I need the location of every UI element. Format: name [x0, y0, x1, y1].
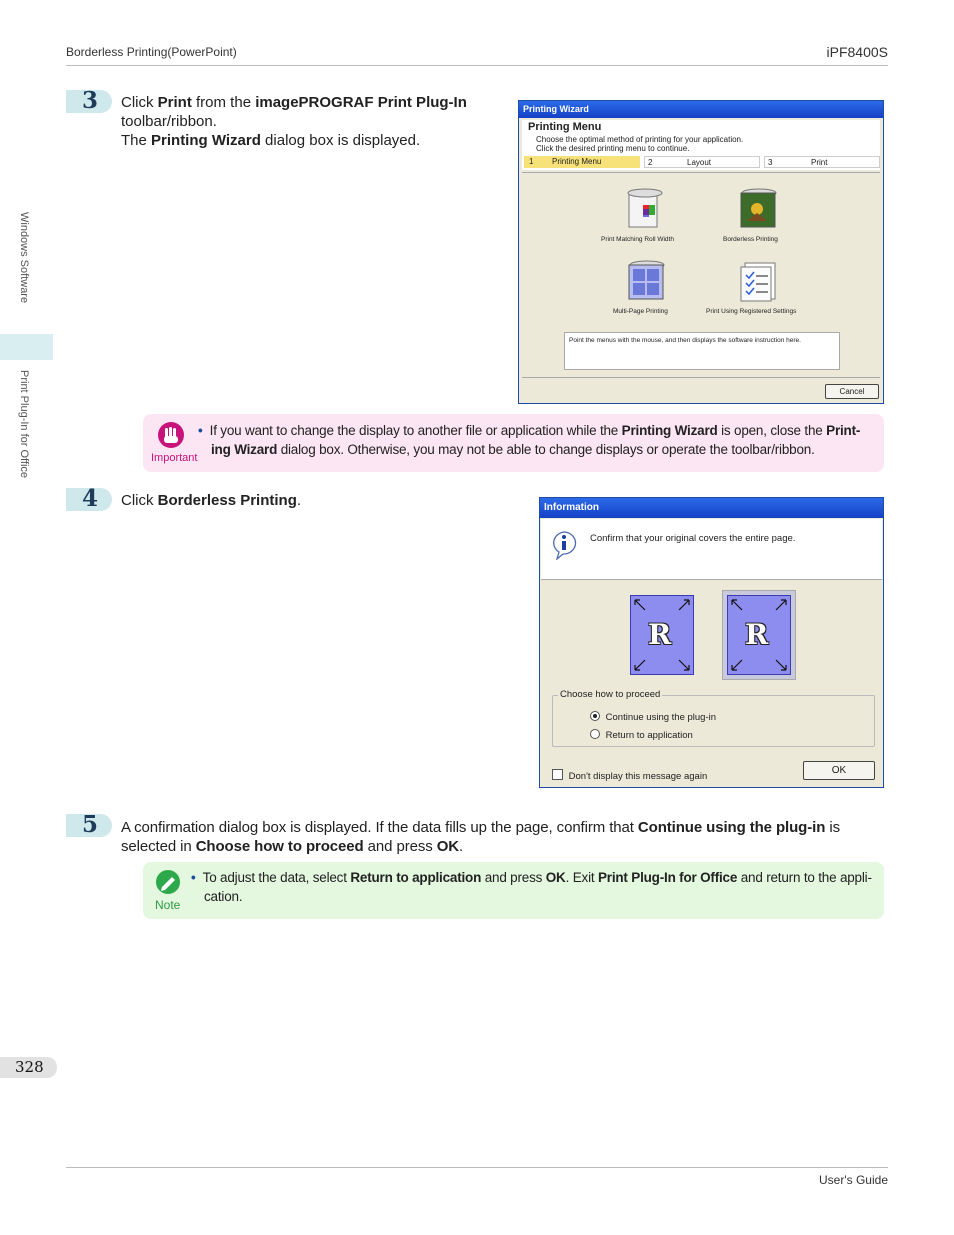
step-3-text: Click Print from the imagePROGRAF Print Plug-In toolbar/ribbon. The Printing Wizard dialog box is displayed.	[121, 94, 467, 149]
dont-display-checkbox[interactable]: Don't display this message again	[552, 768, 707, 782]
page-letter: R	[648, 618, 672, 651]
page-letter: R	[745, 618, 769, 651]
step-number-badge: 5	[66, 814, 112, 837]
note-text: • To adjust the data, select Return to application and press OK. Exit Print Plug-In for Office and return to the appli- cation.	[191, 870, 872, 904]
page-preview-borderless	[722, 590, 796, 680]
important-label: Important	[151, 452, 198, 464]
menu-item-label: Multi-Page Printing	[613, 308, 668, 315]
wizard-step-indicator	[524, 156, 880, 168]
info-icon	[550, 530, 578, 560]
roll-paper-icon	[625, 187, 667, 231]
important-text: • If you want to change the display to another file or application while the Printing Wizard is open, close the Print- ing Wizard dialog box. Otherwise, you may not be able to change displays or operate the toolbar/ribbon.	[198, 423, 861, 457]
multi-page-menu-item[interactable]	[625, 259, 667, 308]
checkbox-box[interactable]	[552, 769, 563, 780]
return-radio[interactable]: Return to application	[590, 728, 693, 741]
footer-divider	[66, 1167, 888, 1168]
note-label: Note	[155, 898, 181, 912]
dialog-titlebar: Printing Wizard	[519, 101, 883, 118]
note-pencil-icon	[153, 869, 183, 897]
footer-guide-name: User's Guide	[819, 1173, 888, 1187]
menu-item-label: Print Matching Roll Width	[601, 236, 674, 243]
group-label: Choose how to proceed	[560, 689, 661, 700]
help-text-box: Point the menus with the mouse, and then displays the software instruction here.	[564, 332, 840, 370]
info-message: Confirm that your original covers the entire page.	[590, 533, 796, 544]
printing-wizard-dialog	[518, 100, 884, 404]
registered-settings-menu-item[interactable]	[739, 259, 779, 308]
step-number-badge: 3	[66, 90, 112, 113]
message-panel	[541, 519, 882, 580]
side-tab-section: Print Plug-In for Office	[18, 370, 30, 479]
radio-unselected[interactable]	[590, 729, 600, 739]
wizard-instruction-2: Click the desired printing menu to continue.	[536, 144, 690, 153]
menu-item-label: Borderless Printing	[723, 236, 778, 243]
running-header-model: iPF8400S	[826, 44, 888, 60]
dialog-titlebar: Information	[540, 498, 883, 518]
menu-item-label: Print Using Registered Settings	[706, 308, 797, 315]
wizard-step-2: 2 Layout	[644, 156, 760, 168]
side-tab-marker	[0, 334, 53, 360]
wizard-step-3: 3 Print	[764, 156, 880, 168]
borderless-photo-icon	[737, 187, 779, 231]
page-preview-original	[630, 595, 694, 675]
radio-selected[interactable]	[590, 711, 600, 721]
important-callout	[143, 414, 884, 472]
side-tab-chapter: Windows Software	[18, 212, 30, 304]
multi-page-icon	[625, 259, 667, 303]
important-hand-icon	[155, 421, 187, 451]
running-header-section: Borderless Printing(PowerPoint)	[66, 45, 237, 59]
roll-width-menu-item[interactable]	[625, 187, 667, 236]
wizard-heading: Printing Menu	[528, 121, 602, 133]
information-dialog	[539, 497, 884, 788]
divider	[522, 377, 880, 378]
step-number-badge: 4	[66, 488, 112, 511]
wizard-instruction-1: Choose the optimal method of printing for your application.	[536, 135, 744, 144]
step-4-text: Click Borderless Printing.	[121, 492, 302, 509]
checklist-icon	[739, 259, 779, 303]
header-divider	[66, 65, 888, 66]
wizard-step-1: 1 Printing Menu	[524, 156, 640, 168]
cancel-button[interactable]: Cancel	[825, 384, 879, 399]
note-callout	[143, 862, 884, 919]
divider	[522, 172, 880, 173]
ok-button[interactable]: OK	[803, 761, 875, 780]
step-5-text: A confirmation dialog box is displayed. If the data fills up the page, confirm that Continue using the plug-in is selected in Choose how to proceed and press OK.	[121, 819, 840, 855]
borderless-menu-item[interactable]	[737, 187, 779, 236]
continue-radio[interactable]: Continue using the plug-in	[590, 710, 716, 723]
page-number-tab: 328	[0, 1057, 57, 1078]
